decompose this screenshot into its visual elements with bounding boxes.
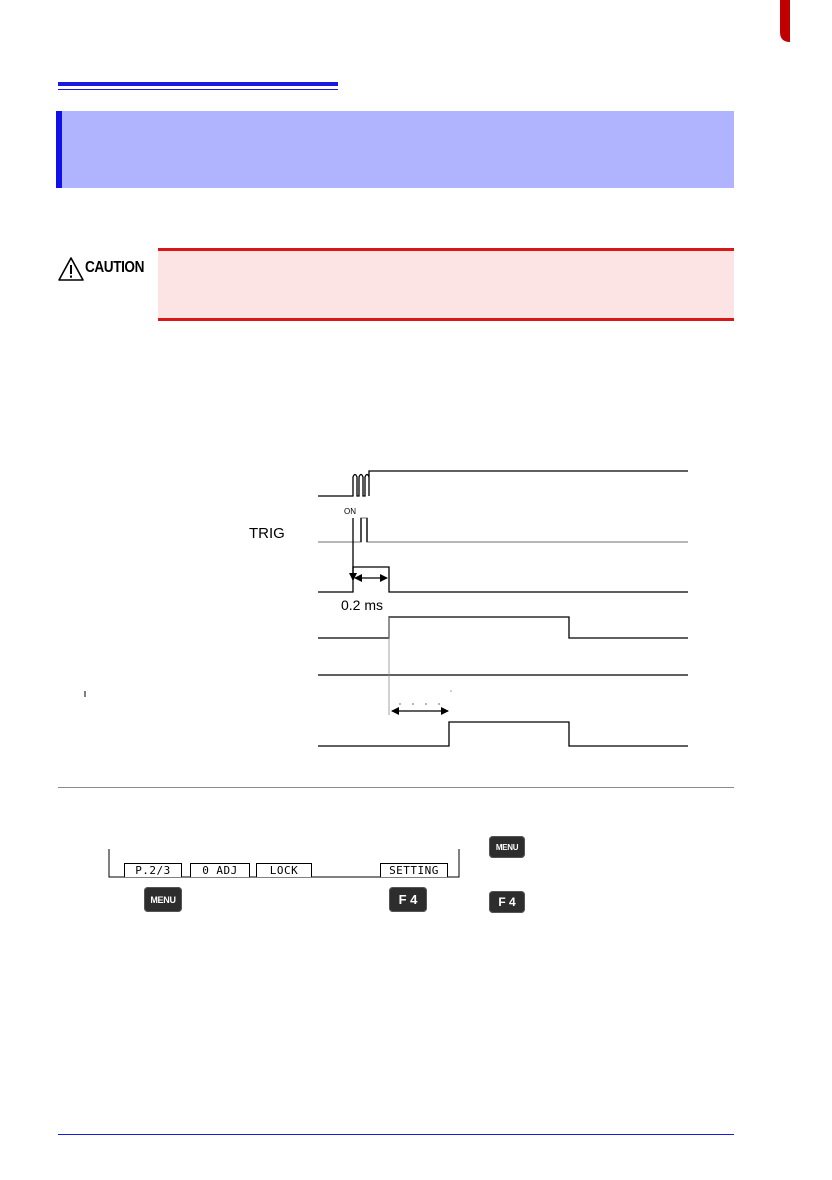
f4-key[interactable]: F 4 [389,887,427,912]
section-rule-thin [58,89,338,90]
section-separator [58,787,734,788]
caution-label [58,256,150,284]
timing-line-4 [318,617,688,638]
timing-line-contact [318,471,688,496]
softkey-page[interactable]: P.2/3 [124,863,182,877]
on-label: ON [344,507,356,516]
timing-line-6 [318,722,688,746]
title-band-accent [56,111,62,188]
timing-line-pulse [318,567,688,592]
softkey-lock[interactable]: LOCK [256,863,312,877]
legend-f4-key-icon: F 4 [489,891,525,913]
caution-box [158,248,734,321]
page-corner-tab [778,0,790,42]
softkey-zero-adjust[interactable]: 0 ADJ [190,863,250,877]
softkey-panel [108,849,460,879]
legend-menu-key-icon: MENU [489,836,525,858]
trig-label: TRIG [249,525,285,542]
footer-rule [58,1134,734,1135]
caution-text: CAUTION [85,259,144,276]
softkey-setting[interactable]: SETTING [380,863,448,877]
timing-line-trig [318,518,688,542]
timing-diagram [0,460,832,760]
title-band [56,111,734,188]
menu-key[interactable]: MENU [144,887,182,912]
section-rule [58,82,338,86]
pulse-width-label: 0.2 ms [341,597,384,613]
